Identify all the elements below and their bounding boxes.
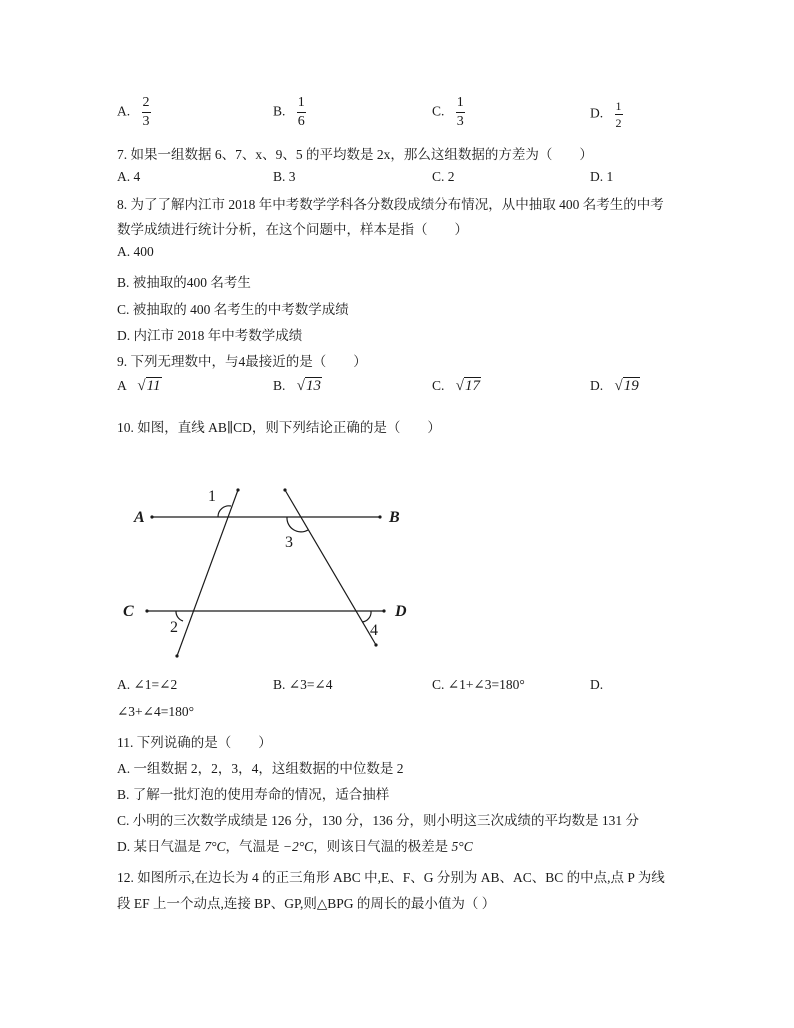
point [150,515,153,518]
q11-stem: 11. 下列说确的是（ ） [117,735,272,750]
q8-stem-line1: 8. 为了了解内江市 2018 年中考数学学科各分数段成绩分布情况，从中抽取 400 名考生的中考 [117,197,664,212]
q8-option-d: D. 内江市 2018 年中考数学成绩 [117,328,303,343]
radicand: 17 [465,378,480,394]
numerator: 1 [297,96,306,113]
point [374,643,377,646]
q10-option-c: C. ∠1+∠3=180° [432,677,525,692]
option-label: A. [117,103,131,119]
square-root: √11 [137,378,161,394]
option-label: A [117,378,127,393]
temperature: 7°C [204,839,226,854]
q10-option-b: B. ∠3=∠4 [273,677,333,692]
q10-stem: 10. 如图，直线 AB∥CD，则下列结论正确的是（ ） [117,420,441,435]
q11-option-b: B. 了解一批灯泡的使用寿命的情况，适合抽样 [117,787,390,802]
point [283,488,286,491]
label-angle-2: 2 [170,619,178,636]
option-text: ，气温是 [225,839,283,854]
label-a: A [134,509,145,526]
q8-option-b: B. 被抽取的400 名考生 [117,275,251,290]
option-text: ，则该日气温的极差是 [313,839,452,854]
option-label: B. [273,103,286,119]
square-root: √19 [614,378,639,394]
q8-stem-line2: 数学成绩进行统计分析，在这个问题中，样本是指（ ） [117,222,468,237]
label-c: C [123,603,134,620]
q7-stem: 7. 如果一组数据 6、7、x、9、5 的平均数是 2x，那么这组数据的方差为（ ） [117,147,593,162]
option-label: D. [590,378,604,393]
option-text: D. 某日气温是 [117,839,205,854]
option-label: B. [273,378,286,393]
temperature: 5°C [451,839,473,854]
q10-option-a: A. ∠1=∠2 [117,677,178,692]
denominator: 2 [615,116,622,130]
q8-option-a: A. 400 [117,244,154,259]
square-root: √13 [296,378,321,394]
q10-option-d: D. [590,677,604,692]
q11-option-c: C. 小明的三次数学成绩是 126 分，130 分，136 分，则小明这三次成绩的平均数是 131 分 [117,813,640,828]
point [175,654,178,657]
q11-option-d [117,835,473,855]
q7-option-a: A. 4 [117,169,141,184]
q12-stem-line1: 12. 如图所示,在边长为 4 的正三角形 ABC 中,E、F、G 分别为 AB、AC、BC 的中点,点 P 为线 [117,870,665,885]
option-label: C. [432,378,445,393]
q7-option-d: D. 1 [590,169,614,184]
angle-4-arc [362,611,371,622]
option-label: C. [432,103,445,119]
numerator: 2 [142,96,151,113]
label-angle-3: 3 [285,534,293,551]
label-angle-1: 1 [208,488,216,505]
q8-option-c: C. 被抽取的 400 名考生的中考数学成绩 [117,302,349,317]
point [382,609,385,612]
q10-option-d-continued: ∠3+∠4=180° [117,704,194,719]
q11-option-a: A. 一组数据 2，2，3，4，这组数据的中位数是 2 [117,761,404,776]
label-b: B [389,509,400,526]
q12-stem-line2: 段 EF 上一个动点,连接 BP、GP,则△BPG 的周长的最小值为（ ） [117,896,496,911]
label-d: D [395,603,407,620]
temperature: −2°C [282,839,314,854]
transversal-left [177,490,238,656]
numerator: 1 [615,99,622,113]
q7-option-b: B. 3 [273,169,296,184]
point [145,609,148,612]
point [236,488,239,491]
denominator: 3 [456,114,464,129]
radicand: 19 [623,378,639,394]
square-root: √17 [455,378,480,394]
denominator: 6 [297,114,305,129]
numerator: 1 [456,96,465,113]
point [378,515,381,518]
option-label: D. [590,105,604,121]
q7-option-c: C. 2 [432,169,455,184]
radicand: 11 [146,378,161,394]
denominator: 3 [142,114,150,129]
q9-stem: 9. 下列无理数中，与4最接近的是（ ） [117,354,367,369]
label-angle-4: 4 [370,622,378,639]
radicand: 13 [306,378,321,394]
